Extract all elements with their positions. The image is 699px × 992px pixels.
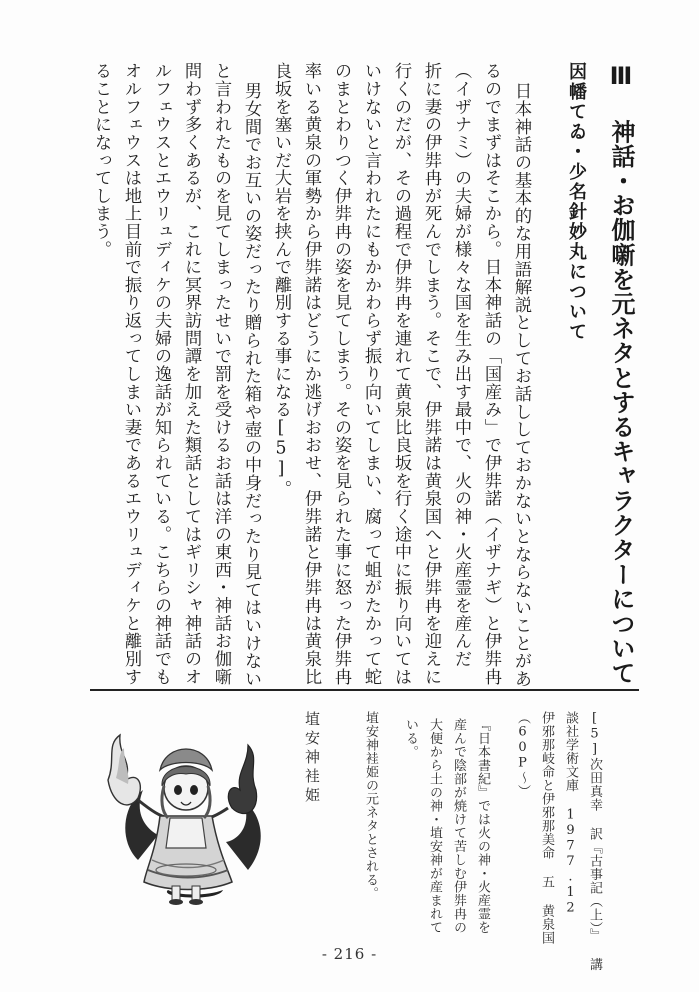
body-column: ルフェウスとエウリュディケの夫婦の逸話が知られている。こちらの神話でも: [151, 62, 171, 686]
body-column: と言われたものを見てしまったせいで罰を受けるお話は洋の東西・神話お伽噺: [211, 62, 231, 686]
footnote-column: [5]次田真幸 訳『古事記（上）』 講: [587, 711, 602, 971]
character-illustration: [98, 720, 280, 908]
footnote-column: 大便から土の神・埴安神が産まれて: [427, 718, 442, 934]
body-column: のまとわりつく伊弉冉の姿を見てしまう。その姿を見られた事に怒った伊弉冉: [331, 62, 351, 686]
body-column: 男女間でお互いの姿だったり贈られた箱や壺の中身だったり見てはいけない: [241, 82, 261, 688]
body-column: るのでまずはそこから。日本神話の「国産み」で伊弉諾（イザナギ）と伊弉冉: [481, 62, 501, 686]
body-column: 日本神話の基本的な用語解説としてお話ししておかないとならないことがあ: [511, 82, 531, 688]
footnote-column: 談社学術文庫 1977.12: [563, 711, 578, 916]
body-column: 行くのだが、その過程で伊弉冉を連れて黄泉比良坂を行く途中に振り向いては: [391, 62, 411, 686]
body-column: オルフェウスは地上目前で振り返ってしまい妻であるエウリュディケと離別す: [121, 62, 141, 686]
footnote-column: （60P～）: [515, 711, 530, 798]
body-column: 折に妻の伊弉冉が死んでしまう。そこで、伊弉諾は黄泉国へと伊弉冉を迎えに: [421, 62, 441, 686]
body-column: ることになってしまう。: [91, 62, 111, 258]
chapter-heading: Ⅲ 神話・お伽噺を元ネタとするキャラクターについて: [607, 62, 635, 685]
body-column: 良坂を塞いだ大岩を挟んで離別する事になる[5]。: [271, 62, 291, 498]
page-number: - 216 -: [321, 945, 378, 963]
footnote-column: いる。: [403, 718, 418, 759]
footnote-column: 伊邪那岐命と伊邪那美命 五 黄泉国: [539, 711, 554, 945]
illustration-caption: 埴安神袿姫: [303, 711, 321, 806]
body-column: 問わず多くあるが、これに冥界訪問譚を加えた類話としてはギリシャ神話のオ: [181, 62, 201, 686]
section-divider: [90, 689, 639, 691]
body-column: いけないと言われたにもかかわらず振り向いてしまい、腐って蛆がたかって蛇: [361, 62, 381, 686]
body-column: 率いる黄泉の軍勢から伊弉諾はどうにか逃げおおせ、伊弉諾と伊弉冉は黄泉比: [301, 62, 321, 686]
footnote-column: 埴安神袿姫の元ネタとされる。: [363, 711, 378, 900]
section-heading: 因幡てゐ・少名針妙丸について: [566, 62, 587, 342]
body-column: （イザナミ）の夫婦が様々な国を生み出す最中で、火の神・火産霊を産んだ: [451, 62, 471, 668]
footnote-column: 産んで陰部が焼けて苦しむ伊弉冉の: [451, 718, 466, 934]
footnote-column: 『日本書紀』では火の神・火産霊を: [475, 718, 490, 934]
